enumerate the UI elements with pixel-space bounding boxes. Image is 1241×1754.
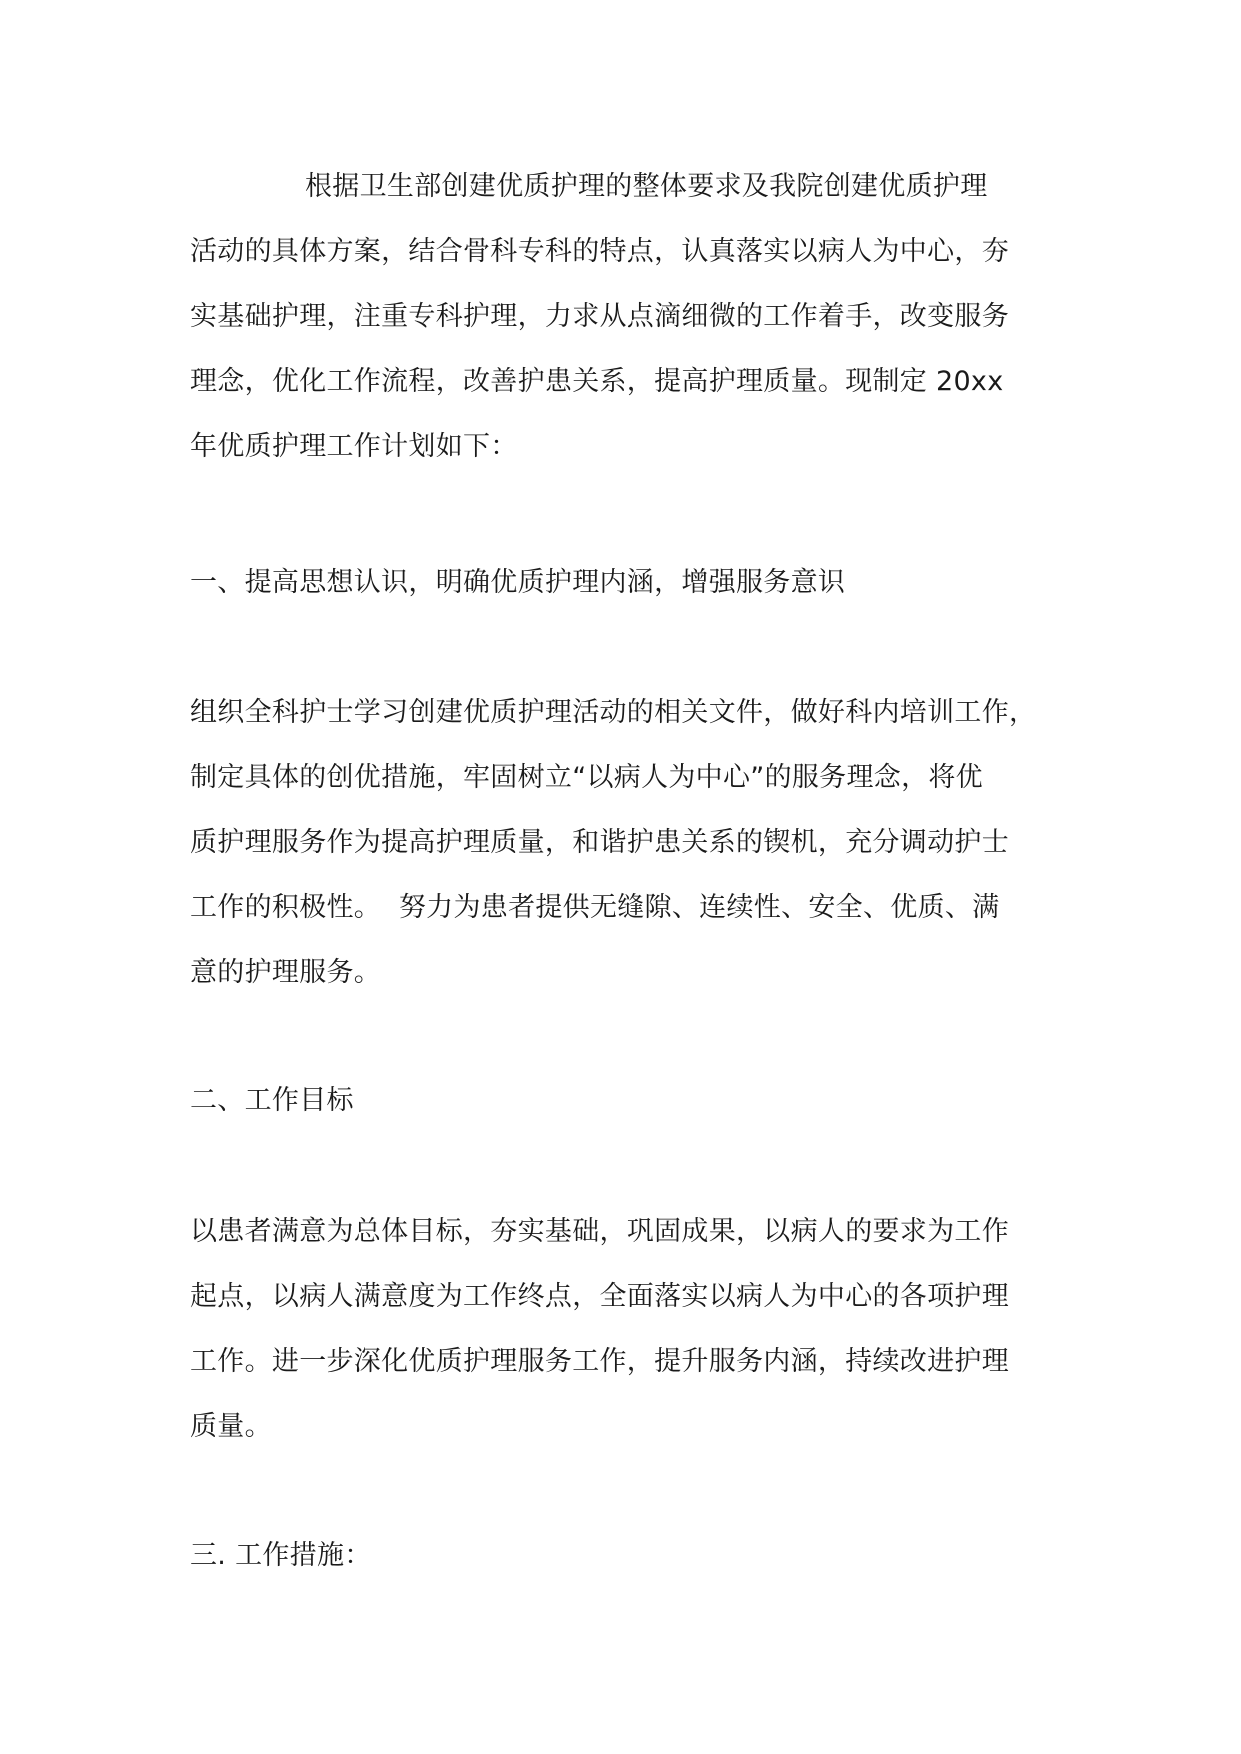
- paragraph-line: 质护理服务作为提高护理质量，和谐护患关系的锲机，充分调动护士: [190, 827, 1009, 858]
- paragraph-line: 组织全科护士学习创建优质护理活动的相关文件，做好科内培训工作，: [190, 697, 1037, 728]
- paragraph-line: 制定具体的创优措施，牢固树立“以病人为中心”的服务理念，将优: [190, 762, 983, 793]
- paragraph-line: 质量。: [190, 1411, 272, 1442]
- section-heading-2: 二、工作目标: [190, 1085, 354, 1116]
- paragraph-line: 活动的具体方案，结合骨科专科的特点，认真落实以病人为中心，夯: [190, 236, 1009, 267]
- paragraph-line: 工作的积极性。 努力为患者提供无缝隙、连续性、安全、优质、满: [190, 892, 1000, 923]
- section-heading-1: 一、提高思想认识，明确优质护理内涵，增强服务意识: [190, 567, 846, 598]
- paragraph-line: 以患者满意为总体目标，夯实基础，巩固成果，以病人的要求为工作: [190, 1216, 1009, 1247]
- section-1-paragraph: [190, 680, 1070, 1005]
- intro-paragraph: [190, 154, 1070, 479]
- paragraph-line: 意的护理服务。: [190, 957, 382, 988]
- paragraph-line: 起点，以病人满意度为工作终点，全面落实以病人为中心的各项护理: [190, 1281, 1009, 1312]
- paragraph-line: 理念，优化工作流程，改善护患关系，提高护理质量。现制定 20xx: [190, 366, 1004, 397]
- paragraph-line: 年优质护理工作计划如下：: [190, 431, 518, 462]
- paragraph-line: 根据卫生部创建优质护理的整体要求及我院创建优质护理: [305, 171, 988, 202]
- section-2-paragraph: [190, 1199, 1070, 1459]
- section-heading-3: 三. 工作措施：: [190, 1540, 372, 1571]
- paragraph-line: 工作。进一步深化优质护理服务工作，提升服务内涵，持续改进护理: [190, 1346, 1009, 1377]
- paragraph-line: 实基础护理，注重专科护理，力求从点滴细微的工作着手，改变服务: [190, 301, 1009, 332]
